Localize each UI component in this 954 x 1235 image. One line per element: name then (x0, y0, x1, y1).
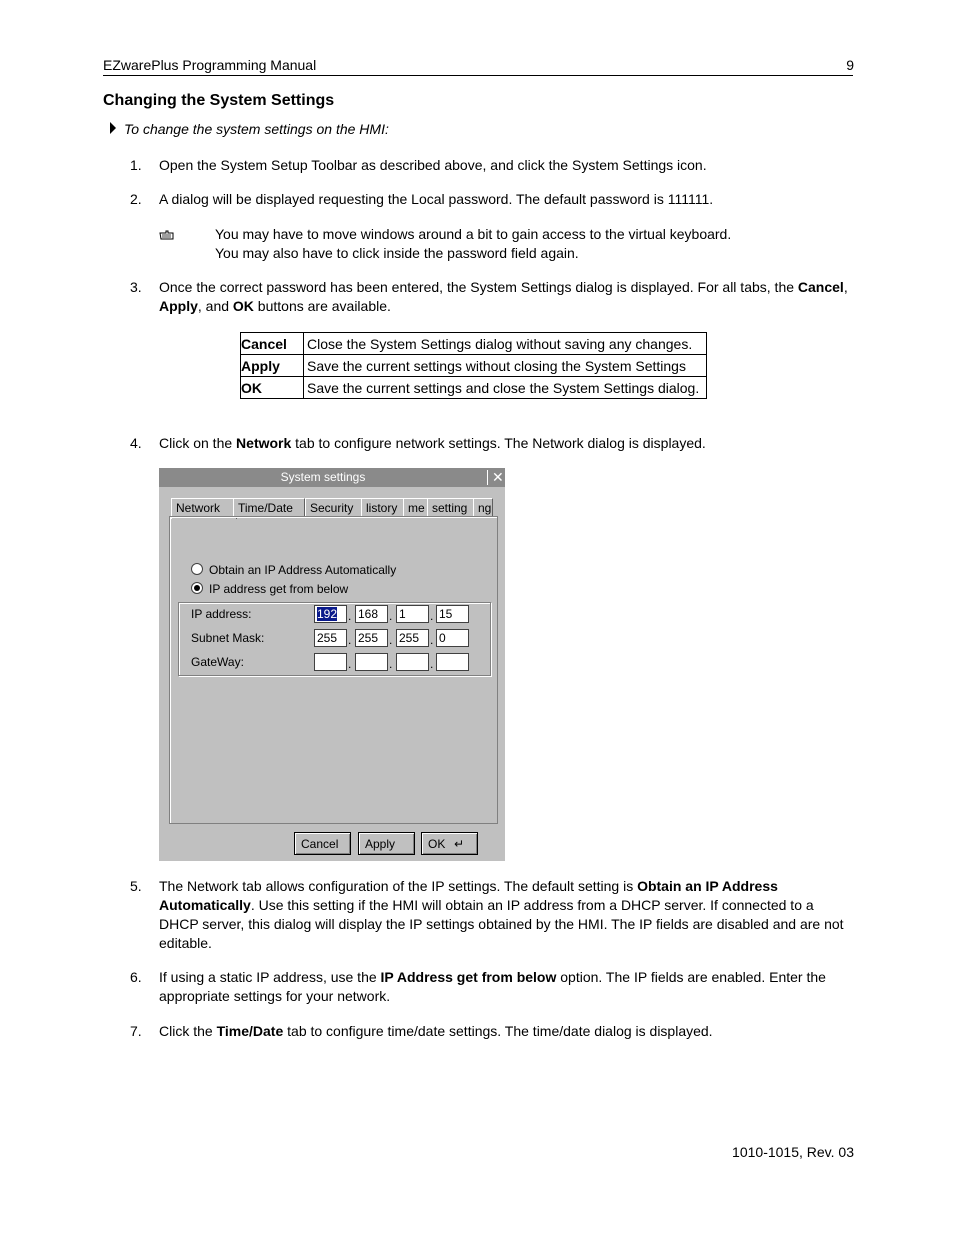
radio-manual-ip[interactable] (191, 582, 348, 596)
radio-label: IP address get from below (209, 582, 349, 596)
radio-obtain-auto[interactable] (191, 563, 396, 577)
gateway-field-3[interactable] (396, 653, 429, 671)
subnet-field-2[interactable]: 255 (355, 629, 388, 647)
dialog-title: System settings (280, 470, 366, 484)
step-number: 4. (130, 435, 142, 451)
gateway-field-1[interactable] (314, 653, 347, 671)
ip-field-4[interactable]: 15 (436, 605, 469, 623)
footer-doc-id: 1010-1015, Rev. 03 (732, 1144, 854, 1160)
ip-field-1[interactable]: 192 (314, 605, 347, 623)
step-number: 5. (130, 878, 142, 894)
ip-field-2[interactable]: 168 (355, 605, 388, 623)
dot-separator: . (348, 609, 352, 623)
table-row (241, 377, 707, 399)
close-icon[interactable]: ✕ (492, 469, 504, 485)
step-text: Click on the Network tab to configure network settings. The Network dialog is displayed. (159, 435, 706, 451)
button-description-table (240, 332, 707, 399)
subnet-field-4[interactable]: 0 (436, 629, 469, 647)
tab-time[interactable]: me (403, 498, 431, 517)
dot-separator: . (348, 633, 352, 647)
tab-security[interactable]: Security (305, 498, 363, 517)
procedure-intro: To change the system settings on the HMI: (124, 121, 389, 137)
table-row (241, 333, 707, 355)
note-line-1: You may have to move windows around a bit to gain access to the virtual keyboard. (215, 226, 732, 242)
step-number: 6. (130, 969, 142, 985)
dot-separator: . (389, 657, 393, 671)
section-title: Changing the System Settings (103, 92, 335, 109)
table-key: OK (241, 377, 304, 399)
radio-label: Obtain an IP Address Automatically (209, 563, 397, 577)
ok-label: OK (428, 837, 446, 851)
step-number: 1. (130, 157, 142, 173)
step-text: Once the correct password has been entered, the System Settings dialog is displayed. For all tabs, the Cancel, Apply, and OK buttons are available. (159, 279, 848, 314)
radio-button[interactable] (191, 563, 203, 575)
tab-setting[interactable]: setting (427, 498, 477, 517)
system-settings-dialog (159, 468, 505, 861)
ip-address-label: IP address: (191, 607, 252, 621)
table-desc: Save the current settings without closing the System Settings (304, 355, 707, 377)
dialog-titlebar (159, 468, 505, 487)
header-title: EZwarePlus Programming Manual (103, 57, 317, 73)
hand-pointing-icon (159, 229, 175, 241)
enter-key-icon: ↵ (454, 837, 465, 851)
cancel-button[interactable]: Cancel (294, 832, 351, 855)
procedure-arrow-icon (110, 122, 116, 134)
step-text: A dialog will be displayed requesting the Local password. The default password is 111111. (159, 191, 714, 207)
dot-separator: . (348, 657, 352, 671)
table-key: Apply (241, 355, 304, 377)
dot-separator: . (430, 657, 434, 671)
dot-separator: . (389, 633, 393, 647)
header-rule (103, 75, 853, 76)
gateway-field-4[interactable] (436, 653, 469, 671)
step-text: Open the System Setup Toolbar as described above, and click the System Settings icon. (159, 157, 707, 173)
ok-button[interactable] (421, 832, 478, 855)
tab-strip (171, 498, 501, 517)
step-text: Click the Time/Date tab to configure time/date settings. The time/date dialog is displayed. (159, 1023, 713, 1039)
step-text: The Network tab allows configuration of the IP settings. The default setting is Obtain an IP Address Automatically. Use this setting if the HMI will obtain an IP address from a DHCP server. If connected to a DHCP server, this dialog will display the IP settings obtained by the HMI. The IP fields are disabled and are not editable. (159, 878, 844, 951)
dot-separator: . (389, 609, 393, 623)
radio-button[interactable] (191, 582, 203, 594)
tab-time-date[interactable]: Time/Date (233, 498, 305, 517)
table-desc: Save the current settings and close the System Settings dialog. (304, 377, 707, 399)
step-text: If using a static IP address, use the IP Address get from below option. The IP fields are enabled. Enter the appropriate settings for your network. (159, 969, 826, 1004)
titlebar-separator (487, 470, 488, 485)
table-key: Cancel (241, 333, 304, 355)
step-number: 2. (130, 191, 142, 207)
subnet-field-3[interactable]: 255 (396, 629, 429, 647)
table-desc: Close the System Settings dialog without saving any changes. (304, 333, 707, 355)
tab-network[interactable]: Network (171, 498, 237, 519)
page-number: 9 (846, 57, 854, 73)
gateway-label: GateWay: (191, 655, 244, 669)
dot-separator: . (430, 609, 434, 623)
gateway-field-2[interactable] (355, 653, 388, 671)
table-row (241, 355, 707, 377)
subnet-field-1[interactable]: 255 (314, 629, 347, 647)
subnet-mask-label: Subnet Mask: (191, 631, 265, 645)
tab-more[interactable]: ng (473, 498, 493, 517)
dot-separator: . (430, 633, 434, 647)
note-line-2: You may also have to click inside the password field again. (215, 245, 579, 261)
step-number: 7. (130, 1023, 142, 1039)
tab-history[interactable]: listory (361, 498, 405, 517)
ip-field-3[interactable]: 1 (396, 605, 429, 623)
step-number: 3. (130, 279, 142, 295)
note-text (215, 225, 731, 263)
apply-button[interactable]: Apply (358, 832, 415, 855)
